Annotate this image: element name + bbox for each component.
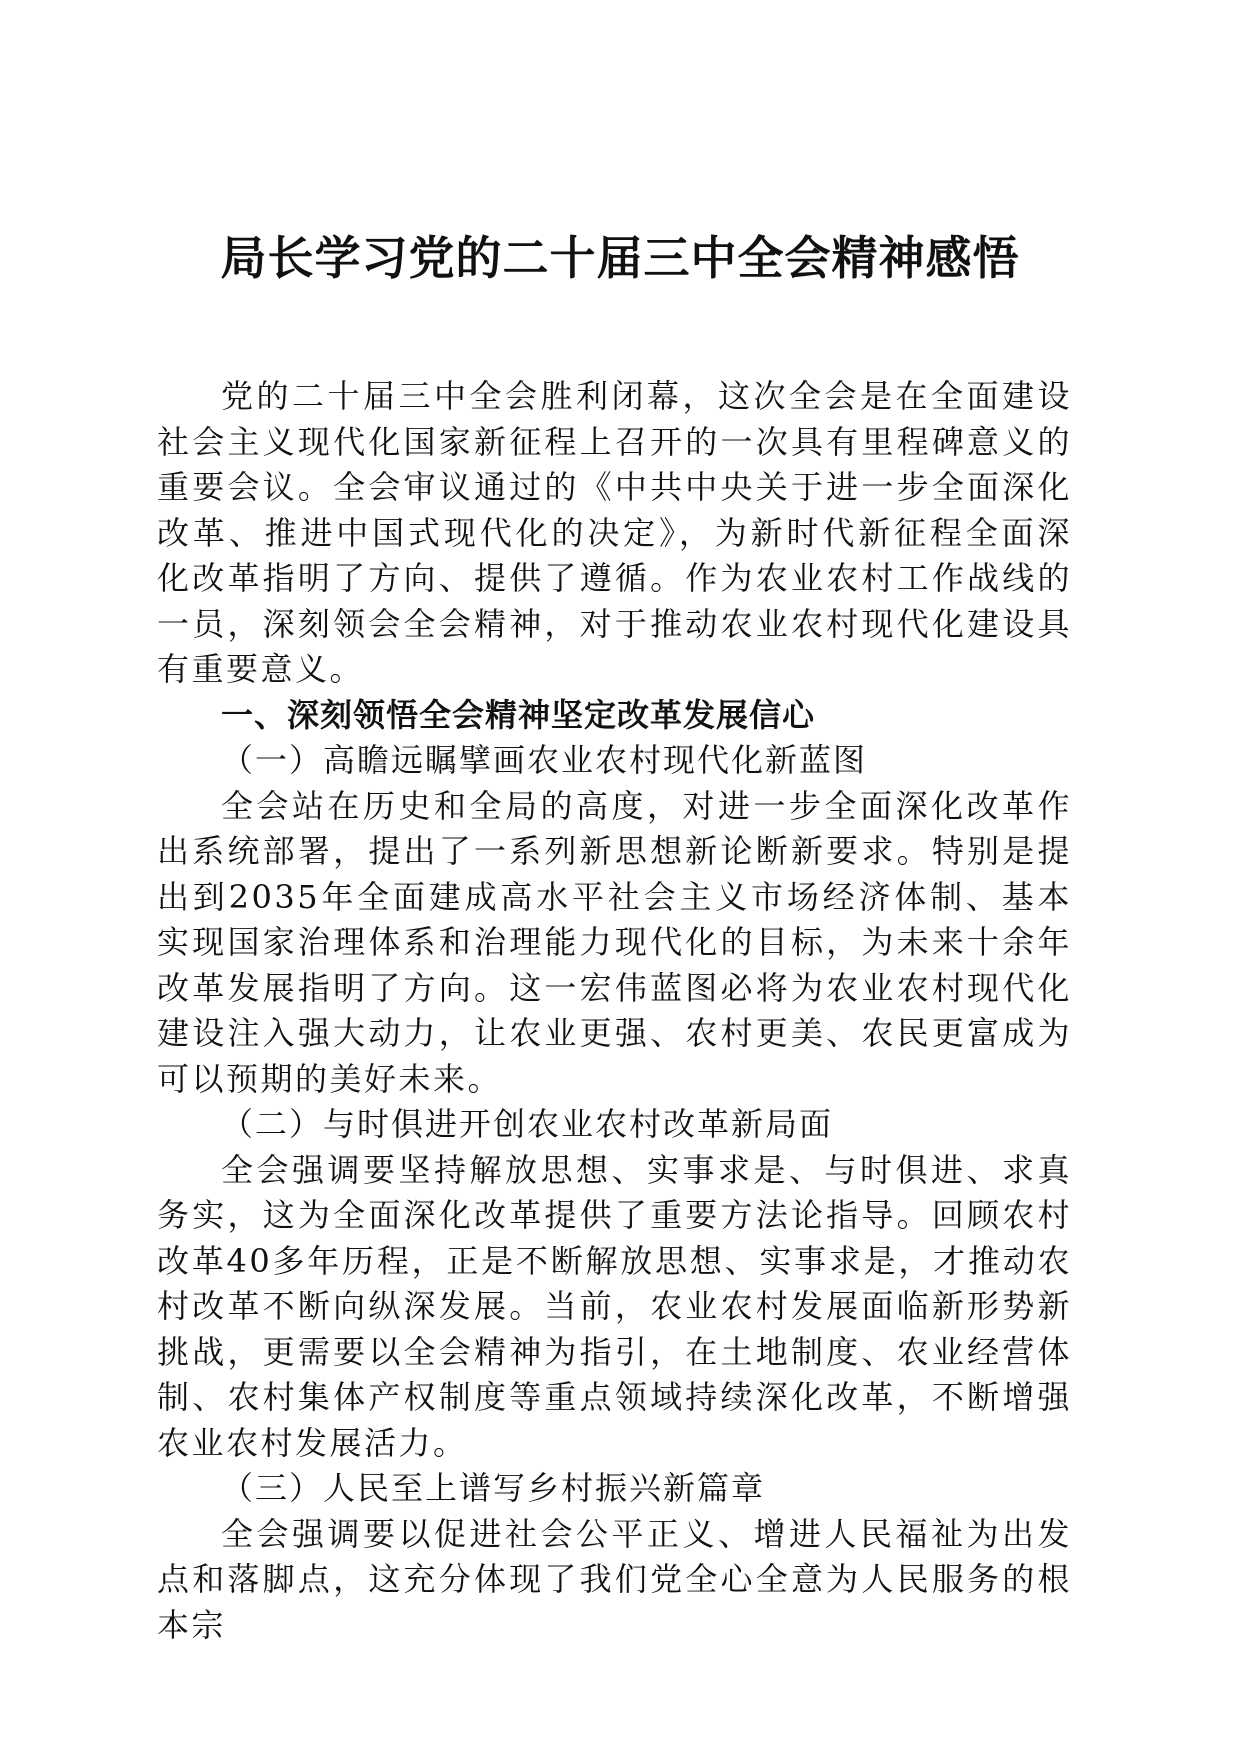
subsection-paragraph-1: 全会站在历史和全局的高度，对进一步全面深化改革作出系统部署，提出了一系列新思想新论断新要求。特别是提出到2035年全面建成高水平社会主义市场经济体制、基本实现国家治理体系和治理能力现代化的目标，为未来十余年改革发展指明了方向。这一宏伟蓝图必将为农业农村现代化建设注入强大动力，让农业更强、农村更美、农民更富成为可以预期的美好未来。 bbox=[157, 786, 1072, 1098]
document-title: 局长学习党的二十届三中全会精神感悟 bbox=[220, 231, 1020, 285]
subsection-heading-3: （三）人民至上谱写乡村振兴新篇章 bbox=[221, 1469, 766, 1507]
document-body bbox=[157, 374, 1072, 1648]
subsection-paragraph-3: 全会强调要以促进社会公平正义、增进人民福祉为出发点和落脚点，这充分体现了我们党全心全意为人民服务的根本宗 bbox=[157, 1514, 1072, 1644]
subsection-paragraph-2: 全会强调要坚持解放思想、实事求是、与时俱进、求真务实，这为全面深化改革提供了重要方法论指导。回顾农村改革40多年历程，正是不断解放思想、实事求是，才推动农村改革不断向纵深发展。当前，农业农村发展面临新形势新挑战，更需要以全会精神为指引，在土地制度、农业经营体制、农村集体产权制度等重点领域持续深化改革，不断增强农业农村发展活力。 bbox=[157, 1150, 1072, 1462]
section-heading-1: 一、深刻领悟全会精神坚定改革发展信心 bbox=[221, 695, 816, 734]
subsection-heading-1: （一）高瞻远瞩擘画农业农村现代化新蓝图 bbox=[221, 741, 868, 779]
intro-paragraph: 党的二十届三中全会胜利闭幕，这次全会是在全面建设社会主义现代化国家新征程上召开的一次具有里程碑意义的重要会议。全会审议通过的《中共中央关于进一步全面深化改革、推进中国式现代化的决定》，为新时代新征程全面深化改革指明了方向、提供了遵循。作为农业农村工作战线的一员，深刻领会全会精神，对于推动农业农村现代化建设具有重要意义。 bbox=[157, 377, 1072, 688]
subsection-heading-2: （二）与时俱进开创农业农村改革新局面 bbox=[221, 1105, 834, 1143]
